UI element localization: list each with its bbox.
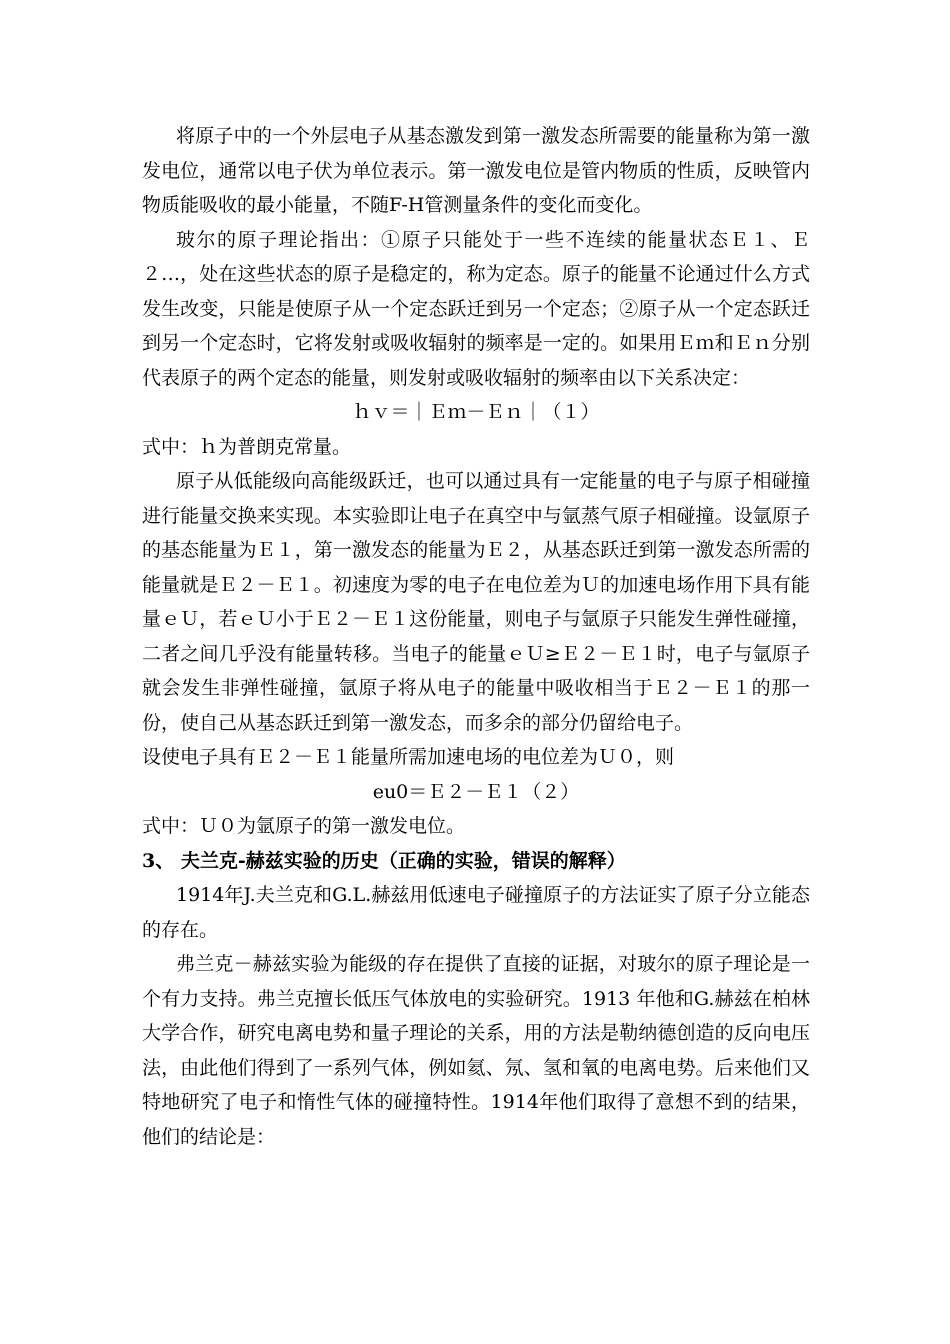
paragraph-excitation-potential: 将原子中的一个外层电子从基态激发到第一激发态所需要的能量称为第一激发电位，通常以电子伏为单位表示。第一激发电位是管内物质的性质，反映管内物质能吸收的最小能量，不随F-H管测量条件的变化而变化。 — [142, 125, 810, 216]
equation-2-note: 式中：Ｕ０为氩原子的第一激发电位。 — [142, 815, 466, 837]
paragraph-collision-last-line: 设使电子具有Ｅ２－Ｅ１能量所需加速电场的电位差为Ｕ０，则 — [142, 746, 675, 768]
section-heading-history: 3、 夫兰克-赫兹实验的历史（正确的实验，错误的解释） — [142, 849, 626, 872]
equation-1: ｈｖ＝｜Ｅｍ－Ｅｎ｜（１） — [352, 401, 600, 423]
equation-2: eu0＝Ｅ２－Ｅ１（２） — [372, 780, 580, 803]
paragraph-franck-hertz: 弗兰克－赫兹实验为能级的存在提供了直接的证据，对玻尔的原子理论是一个有力支持。弗兰克擅长低压气体放电的实验研究。1913 年他和G.赫兹在柏林大学合作，研究电离电势和量子理论的关系，用的方法是勒纳德创造的反向电压法，由此他们得到了一系列气体，例如氦、氖、氢和氧的电离电势。后来他们又特地研究了电子和惰性气体的碰撞特性。1914年他们取得了意想不到的结果，他们的结论是： — [142, 953, 810, 1148]
paragraph-1914: 1914年J.夫兰克和G.L.赫兹用低速电子碰撞原子的方法证实了原子分立能态的存在。 — [142, 884, 810, 941]
equation-1-note: 式中：ｈ为普朗克常量。 — [142, 435, 352, 458]
paragraph-collision: 原子从低能级向高能级跃迁，也可以通过具有一定能量的电子与原子相碰撞进行能量交换来实现。本实验即让电子在真空中与氩蒸气原子相碰撞。设氩原子的基态能量为Ｅ１，第一激发态的能量为Ｅ２，从基态跃迁到第一激发态所需的能量就是Ｅ２－Ｅ１。初速度为零的电子在电位差为Ｕ的加速电场作用下具有能量ｅＵ，若ｅＵ小于Ｅ２－Ｅ１这份能量，则电子与氩原子只能发生弹性碰撞，二者之间几乎没有能量转移。当电子的能量ｅＵ≥Ｅ２－Ｅ１时，电子与氩原子就会发生非弹性碰撞，氩原子将从电子的能量中吸收相当于Ｅ２－Ｅ１的那一份，使自己从基态跃迁到第一激发态，而多余的部分仍留给电子。 — [142, 470, 810, 734]
document-body — [142, 119, 810, 1154]
paragraph-bohr-theory: 玻尔的原子理论指出：①原子只能处于一些不连续的能量状态Ｅ１、Ｅ２…，处在这些状态的原子是稳定的，称为定态。原子的能量不论通过什么方式发生改变，只能是使原子从一个定态跃迁到另一个定态；②原子从一个定态跃迁到另一个定态时，它将发射或吸收辐射的频率是一定的。如果用Ｅｍ和Ｅｎ分别代表原子的两个定态的能量，则发射或吸收辐射的频率由以下关系决定： — [142, 228, 810, 389]
